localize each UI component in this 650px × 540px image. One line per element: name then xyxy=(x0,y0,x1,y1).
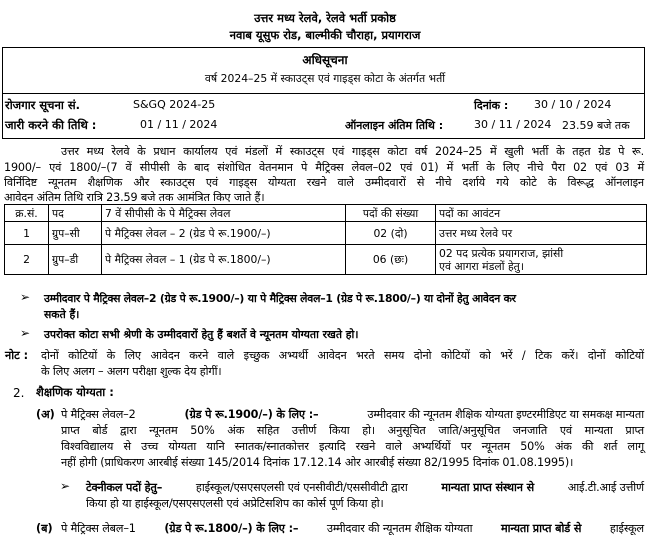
clause-a-line-3: विश्वविद्यालय से उच्च योग्यता यानि स्नातक/स्नातकोत्तर इत्यादि रखने वाले अभ्यर्थियों पर न्यूनतम 50% अंक की शर्त लागू xyxy=(61,440,644,453)
notice-title: अधिसूचना xyxy=(302,53,348,67)
employment-notice-label: रोजगार सूचना सं. xyxy=(5,98,80,112)
bullet-1-line-1: उम्मीदवार पे मैट्रिक्स लेवल–2 (ग्रेड पे रू.1900/–) या पे मैट्रिक्स लेवल–1 (ग्रेड पे रू.1800/–) या दोनों हेतु आवेदन कर xyxy=(44,292,516,305)
col-header-count: पदों की संख्या xyxy=(346,205,436,222)
row-count: 02 (दो) xyxy=(346,222,436,245)
intro-line-3: विर्निदिष्ट न्यूनतम शैक्षणिक और स्काउट्स एवं गाइड्स योग्यता रखने वाले उम्मीदवारों से नीचे दर्शाये गये कोटे के विरूद्ध ऑनलाइन xyxy=(4,176,644,189)
row-level: पे मैट्रिक्स लेवल – 1 (ग्रेड पे रू.1800/–) xyxy=(102,245,346,275)
technical-label: टेक्नीकल पदों हेतु– xyxy=(86,481,163,494)
row-allotment xyxy=(436,245,647,275)
clause-a-line-2: प्राप्त बोर्ड द्वारा न्यूनतम 50% अंक सहित उत्तीर्ण किया हो। अनुसूचित जाति/अनुसूचित जनजाति एवं मान्यता प्राप्त xyxy=(61,424,644,437)
bullet-1-line-2: सकते हैं। xyxy=(44,308,80,321)
clause-a-label: (अ) xyxy=(36,408,55,421)
issue-date-value: 01 / 11 / 2024 xyxy=(140,118,218,131)
date-value: 30 / 10 / 2024 xyxy=(534,98,612,111)
issue-date-label: जारी करने की तिथि : xyxy=(5,118,97,132)
note-line-2: के लिए अलग – अलग परीक्षा शुल्क देय होगीं। xyxy=(41,365,222,378)
clause-b-line-1 xyxy=(61,521,644,536)
col-header-post: पद xyxy=(49,205,102,222)
date-label: दिनांक : xyxy=(474,99,509,112)
row-level: पे मैट्रिक्स लेवल – 2 (ग्रेड पे रू.1900/–) xyxy=(102,222,346,245)
technical-line-1 xyxy=(86,480,644,495)
table-row xyxy=(5,222,647,245)
intro-line-4: आवेदन अंतिम तिथि रात्रि 23.59 बजे तक आमंत्रित किए जाते हैं। xyxy=(4,191,265,204)
bullet-2: उपरोक्त कोटा सभी श्रेणी के उम्मीदवारों हेतु हैं बशर्ते वे न्यूनतम योग्यता रखते हो। xyxy=(44,328,359,341)
row-post: ग्रुप–डी xyxy=(49,245,102,275)
employment-notice-number: S&GQ 2024-25 xyxy=(133,98,216,111)
clause-b-highschool: हाईस्कूल xyxy=(609,522,644,535)
org-line-1: उत्तर मध्य रेलवे, रेलवे भर्ती प्रकोष्ठ xyxy=(254,11,396,25)
clause-b-level: पे मैट्रिक्स लेबल–1 xyxy=(61,522,136,535)
note-line-1: दोनों कोटियों के लिए आवेदन करने वाले इच्छुक अभ्यर्थी आवेदन भरते समय दोनो कोटियों को भरें / टिक करें। दोनों कोटियों xyxy=(41,349,644,362)
section-2-title: शैक्षणिक योग्यता : xyxy=(36,385,114,399)
col-header-level: 7 वें सीपीसी के पे मैट्रिक्स लेवल xyxy=(102,205,346,222)
clause-a-line-1 xyxy=(61,407,644,422)
col-header-allotment: पदों का आवंटन xyxy=(436,205,647,222)
row-allotment-line-2: एवं आगरा मंडलों हेतु। xyxy=(439,259,524,273)
header-divider xyxy=(2,93,645,94)
row-sno: 2 xyxy=(5,245,49,275)
clause-a-grade-pay: (ग्रेड पे रू.1900/–) के लिए :– xyxy=(184,408,319,421)
posts-table xyxy=(4,204,647,275)
clause-a-level: पे मैट्रिक्स लेवल–2 xyxy=(61,408,136,421)
technical-iti: आई.टी.आई उत्तीर्ण xyxy=(567,481,644,494)
intro-line-1: उत्तर मध्य रेलवे के प्रधान कार्यालय एवं मंडलों में स्काउट्स एवं गाइड्स कोटा वर्ष 2024–25 में खुली भर्ती के तहत ग्रेड पे रू. xyxy=(61,145,644,158)
notice-subtitle: वर्ष 2024–25 में स्काउट्स एवं गाइड्स कोटा के अंतर्गत भर्ती xyxy=(204,72,446,85)
org-line-2: नवाब यूसुफ रोड, बाल्मीकी चौराहा, प्रयागराज xyxy=(229,28,421,42)
note-label: नोट : xyxy=(5,349,29,362)
intro-line-2: 1900/– एवं 1800/–(7 वें सीपीसी के बाद संशोधित वेतनमान पे मैट्रिक्स लेवल–02 एवं 01) में भर्ती के लिए नीचे पैरा 02 एवं 03 में xyxy=(4,161,644,174)
technical-qualification: हाईस्कूल/एसएसएलसी एवं एनसीवीटी/एससीवीटी द्वारा xyxy=(195,481,408,494)
clause-b-recognized-board: मान्यता प्राप्त बोर्ड से xyxy=(500,522,582,535)
online-last-date-value: 30 / 11 / 2024 xyxy=(474,118,552,131)
row-count: 06 (छः) xyxy=(346,245,436,275)
technical-line-2: किया हो या हाईस्कूल/एसएसएलसी एवं अप्रेटिसशिप का कोर्स पूर्ण किया हो। xyxy=(86,497,384,510)
online-last-time: 23.59 बजे तक xyxy=(562,119,630,132)
row-allotment: उत्तर मध्य रेलवे पर xyxy=(436,222,647,245)
online-last-date-label: ऑनलाइन अंतिम तिथि : xyxy=(345,119,444,132)
arrow-bullet-icon: ➢ xyxy=(20,290,31,304)
row-sno: 1 xyxy=(5,222,49,245)
row-allotment-line-1: 02 पद प्रत्येक प्रयागराज, झांसी xyxy=(439,246,564,260)
clause-b-grade-pay: (ग्रेड पे रू.1800/–) के लिए :– xyxy=(164,522,299,535)
clause-b-qualification: उम्मीदवार की न्यूनतम शैक्षिक योग्यता xyxy=(326,522,473,535)
technical-recognized-institute: मान्यता प्राप्त संस्थान से xyxy=(441,481,535,494)
arrow-bullet-icon: ➢ xyxy=(60,479,71,493)
col-header-sno: क्र.सं. xyxy=(5,205,49,222)
arrow-bullet-icon: ➢ xyxy=(20,326,31,340)
row-post: ग्रुप–सी xyxy=(49,222,102,245)
clause-b-label: (ब) xyxy=(36,522,53,535)
table-header-row xyxy=(5,205,647,222)
clause-a-line-4: नहीं होगी (प्राधिकरण आरबीई संख्या 145/2014 दिनांक 17.12.14 ओर आरबीई संख्या 82/1995 दिनांक 01.08.1995)। xyxy=(61,456,574,469)
table-row xyxy=(5,245,647,275)
section-2-number: 2. xyxy=(13,386,25,400)
clause-a-qualification: उम्मीदवार की न्यूनतम शैक्षिक योग्यता इण्टरमीडिएट या समकक्ष मान्यता xyxy=(367,408,644,421)
